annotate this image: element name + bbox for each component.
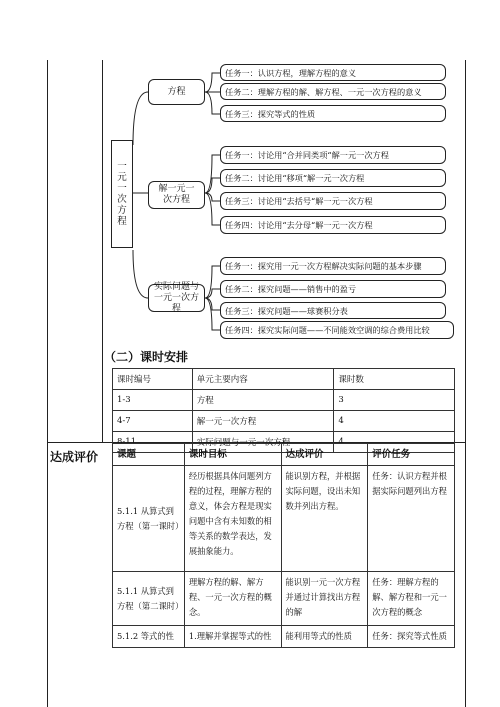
table-cell: 3 — [334, 390, 455, 411]
table-cell: 5.1.1 从算式到方程（第二课时） — [113, 572, 185, 626]
task-box — [220, 257, 446, 275]
table-header-cell: 课题 — [113, 444, 185, 466]
table-cell: 能利用等式的性质 — [281, 626, 368, 648]
table-header-cell: 单元主要内容 — [192, 369, 334, 390]
task-label: 任务二：探究问题——销售中的盈亏 — [225, 284, 357, 294]
table-header-cell: 课时编号 — [113, 369, 193, 390]
task-label: 任务四：讨论用“去分母“解一元一次方程 — [225, 220, 373, 230]
table-row — [113, 626, 455, 648]
task-label: 任务三：探究等式的性质 — [225, 108, 316, 119]
task-label: 任务一：讨论用“合并同类项“解一元一次方程 — [225, 150, 389, 160]
task-label: 任务一：探究用一元一次方程解决实际问题的基本步骤 — [225, 261, 422, 271]
table-cell: 经历根据具体问题列方程的过程，理解方程的意义，体会方程是现实问题中含有未知数的相等关系的数学表达，发展抽象能力。 — [184, 466, 281, 572]
branch-solve — [148, 181, 205, 209]
table-cell: 能识别一元一次方程并通过计算找出方程的解 — [281, 572, 368, 626]
table-header-cell: 课时数 — [334, 369, 455, 390]
schedule-heading: （二）课时安排 — [104, 350, 189, 364]
evaluation-table — [112, 443, 455, 648]
table-row — [113, 411, 455, 432]
task-box — [220, 146, 446, 164]
branch-label: 实际问题与一元一次方程 — [153, 281, 199, 314]
table-header-cell: 达成评价 — [281, 444, 368, 466]
table-cell: 实际问题与一元一次方程 — [192, 432, 334, 453]
table-cell: 理解方程的解、解方程、一元一次方程的概念。 — [184, 572, 281, 626]
mindmap-root-label: 一元一次方程 — [117, 161, 127, 227]
task-box — [220, 169, 446, 187]
table-cell: 任务：探究等式性质 — [368, 626, 455, 648]
table-cell: 解一元一次方程 — [192, 411, 334, 432]
branch-application — [148, 281, 205, 314]
task-box — [220, 280, 446, 298]
task-box — [220, 192, 446, 210]
task-box — [220, 83, 446, 100]
task-label: 任务三：讨论用“去括号“解一元一次方程 — [225, 196, 373, 206]
mindmap-root — [111, 140, 133, 248]
table-header-row — [113, 369, 455, 390]
branch-label: 方程 — [167, 86, 186, 97]
table-row — [113, 390, 455, 411]
task-label: 任务三：探究问题——球赛积分表 — [225, 305, 348, 316]
branch-label: 解一元一次方程 — [158, 184, 195, 205]
table-cell: 1-3 — [113, 390, 193, 411]
task-label: 任务四：探究实际问题——不同能效空调的综合费用比较 — [225, 325, 430, 335]
task-label: 任务二：讨论用“移项“解一元一次方程 — [225, 173, 365, 183]
table-cell: 5.1.1 从算式到方程（第一课时） — [113, 466, 185, 572]
table-cell: 5.1.2 等式的性 — [113, 626, 185, 648]
task-box — [220, 64, 446, 81]
table-row — [113, 466, 455, 572]
task-label: 任务一：认识方程，理解方程的意义 — [225, 67, 357, 78]
table-cell: 4 — [334, 411, 455, 432]
table-cell: 任务：理解方程的解、解方程和一元一次方程的概念 — [368, 572, 455, 626]
table-header-cell: 课时目标 — [184, 444, 281, 466]
task-label: 任务二：理解方程的解、解方程、一元一次方程的意义 — [225, 86, 422, 97]
table-cell: 8-11 — [113, 432, 193, 453]
table-cell: 能识别方程，并根据实际问题，设出未知数并列出方程。 — [281, 466, 368, 572]
evaluation-label: 达成评价 — [50, 450, 99, 464]
branch-equation — [148, 79, 205, 105]
task-box — [220, 105, 446, 122]
table-row — [113, 572, 455, 626]
task-box — [220, 321, 454, 339]
task-box — [220, 302, 446, 319]
schedule-table — [112, 368, 455, 453]
table-header-cell: 评价任务 — [368, 444, 455, 466]
table-cell: 任务：认识方程并根据实际问题列出方程 — [368, 466, 455, 572]
table-cell: 方程 — [192, 390, 334, 411]
table-cell: 4-7 — [113, 411, 193, 432]
table-cell: 4 — [334, 432, 455, 453]
table-header-row — [113, 444, 455, 466]
task-box — [220, 216, 446, 234]
table-cell: 1.理解并掌握等式的性 — [184, 626, 281, 648]
